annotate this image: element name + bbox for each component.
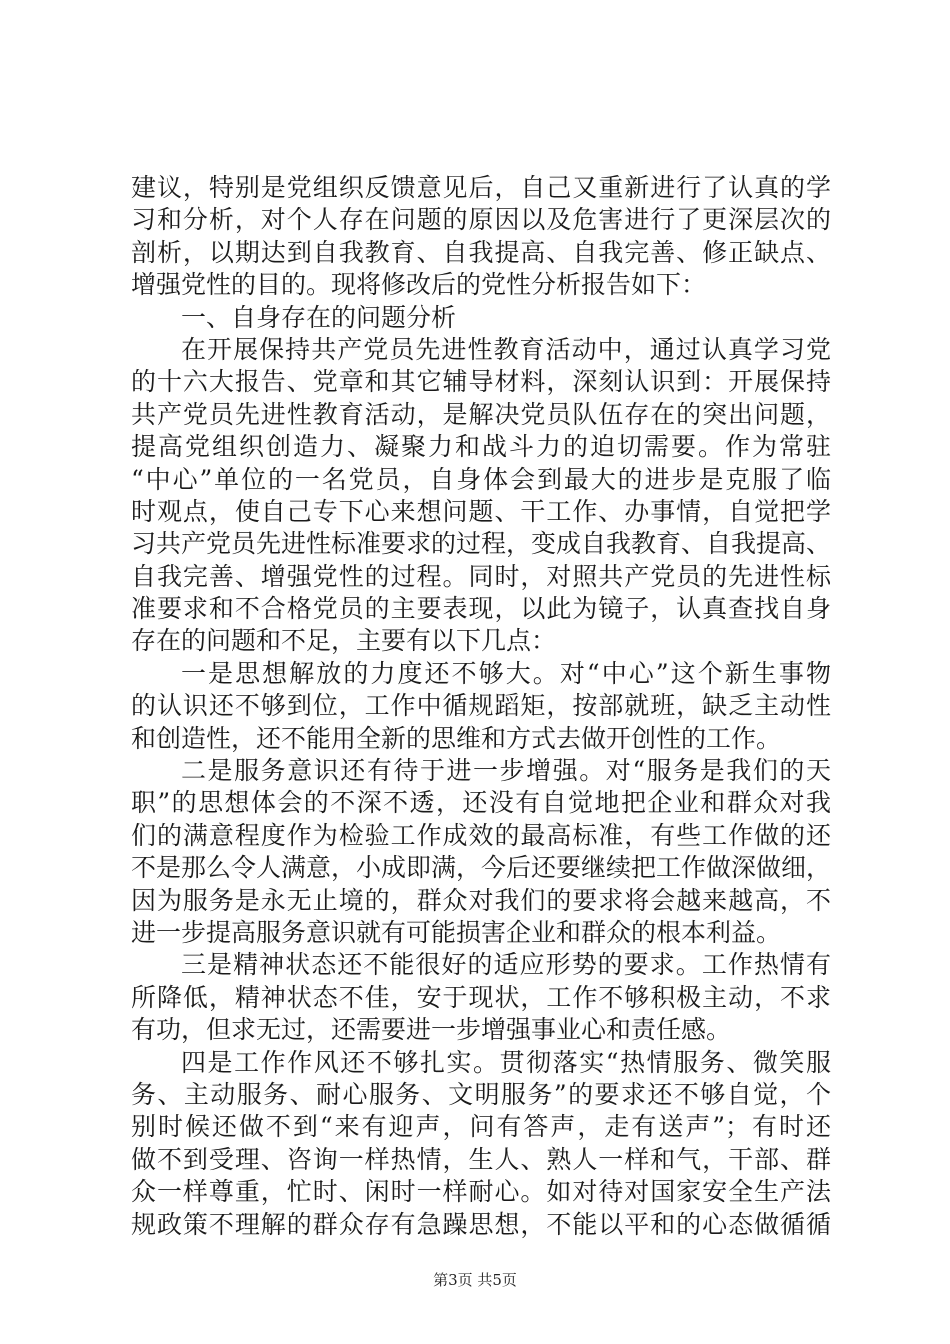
text-line: 建议，特别是党组织反馈意见后，自己又重新进行了认真的学	[131, 173, 831, 202]
text-line: 共产党员先进性教育活动，是解决党员队伍存在的突出问题，	[131, 399, 831, 429]
text-line: “中心”单位的一名党员，自身体会到最大的进步是克服了临	[131, 464, 831, 494]
text-line: 所降低，精神状态不佳，安于现状，工作不够积极主动，不求	[131, 982, 831, 1012]
document-body	[131, 172, 831, 1241]
text-line: 四是工作作风还不够扎实。贯彻落实“热情服务、微笑服	[181, 1047, 831, 1077]
text-line: 规政策不理解的群众存有急躁思想，不能以平和的心态做循循	[131, 1209, 831, 1239]
text-line: 众一样尊重，忙时、闲时一样耐心。如对待对国家安全生产法	[131, 1177, 831, 1207]
text-line: 因为服务是永无止境的，群众对我们的要求将会越来越高，不	[131, 885, 831, 915]
text-line: 有功，但求无过，还需要进一步增强事业心和责任感。	[131, 1015, 732, 1045]
text-line: 习和分析，对个人存在问题的原因以及危害进行了更深层次的	[131, 205, 831, 235]
text-line: 增强党性的目的。现将修改后的党性分析报告如下：	[131, 270, 707, 300]
text-line: 自我完善、增强党性的过程。同时，对照共产党员的先进性标	[131, 561, 831, 591]
text-line: 一是思想解放的力度还不够大。对“中心”这个新生事物	[181, 658, 831, 688]
text-line: 一、自身存在的问题分析	[181, 302, 457, 332]
text-line: 的认识还不够到位，工作中循规蹈矩，按部就班，缺乏主动性	[131, 691, 831, 721]
text-line: 存在的问题和不足，主要有以下几点：	[131, 626, 557, 656]
text-line: 别时候还做不到“来有迎声，问有答声，走有送声”；有时还	[131, 1112, 831, 1142]
text-line: 们的满意程度作为检验工作成效的最高标准，有些工作做的还	[131, 820, 831, 850]
text-line: 职”的思想体会的不深不透，还没有自觉地把企业和群众对我	[131, 788, 831, 818]
text-line: 不是那么令人满意，小成即满，今后还要继续把工作做深做细，	[131, 853, 831, 883]
text-line: 的十六大报告、党章和其它辅导材料，深刻认识到：开展保持	[131, 367, 831, 397]
page-footer: 第3页 共5页	[433, 1271, 517, 1289]
text-line: 二是服务意识还有待于进一步增强。对“服务是我们的天	[181, 756, 831, 786]
text-line: 准要求和不合格党员的主要表现，以此为镜子，认真查找自身	[131, 594, 831, 624]
text-line: 习共产党员先进性标准要求的过程，变成自我教育、自我提高、	[131, 529, 831, 559]
text-line: 时观点，使自己专下心来想问题、干工作、办事情，自觉把学	[131, 496, 831, 526]
text-line: 三是精神状态还不能很好的适应形势的要求。工作热情有	[181, 950, 831, 980]
text-line: 剖析，以期达到自我教育、自我提高、自我完善、修正缺点、	[131, 237, 831, 267]
text-line: 提高党组织创造力、凝聚力和战斗力的迫切需要。作为常驻	[131, 432, 831, 462]
text-line: 做不到受理、咨询一样热情，生人、熟人一样和气，干部、群	[131, 1144, 831, 1174]
text-line: 在开展保持共产党员先进性教育活动中，通过认真学习党	[181, 334, 831, 364]
text-line: 和创造性，还不能用全新的思维和方式去做开创性的工作。	[131, 723, 782, 753]
text-line: 务、主动服务、耐心服务、文明服务”的要求还不够自觉，个	[131, 1079, 831, 1109]
text-line: 进一步提高服务意识就有可能损害企业和群众的根本利益。	[131, 917, 782, 947]
